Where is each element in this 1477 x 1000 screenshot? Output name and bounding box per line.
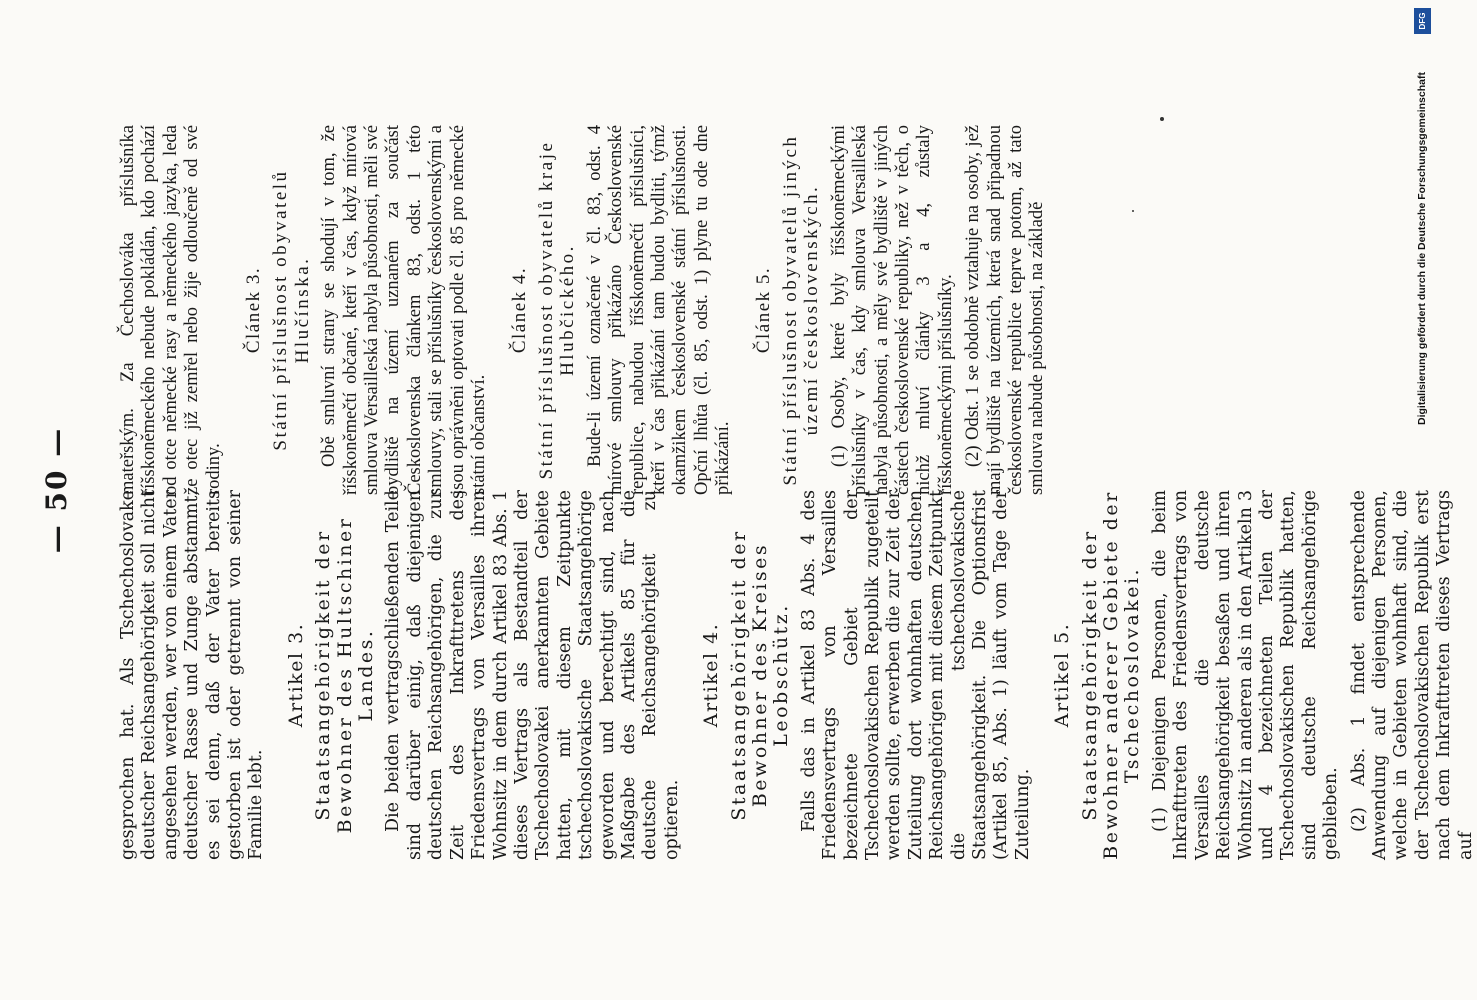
- german-article-5-paragraph-2: (2) Abs. 1 findet entsprechende Anwendung auf diejenigen Personen, welche in Gebieten wohnhaft sind, die der Tschechoslovakischen Republik erst nach dem Inkrafttreten dieses Vertrags auf: [1348, 490, 1476, 860]
- german-article-3-text: Die beiden vertragschließenden Teile sind darüber einig, daß diejenigen deutschen Reichsangehörigen, die zur Zeit des Inkrafttretens des Friedensvertrags von Versailles ihren Wohnsitz in dem durch Artikel 83 Abs. 1 dieses Vertrags als Bestandteil der Tschechoslovakei anerkannten Gebiete hatten, mit diesem Zeitpunkte tschechoslovakische Staatsangehörige geworden und berechtigt sind, nach Maßgabe des Artikels 85 für die deutsche Reichsangehörigkeit zu optieren.: [383, 490, 682, 860]
- german-article-4-heading: Artikel 4.: [700, 622, 723, 728]
- german-column: [118, 490, 1477, 860]
- czech-article-5-paragraph-2: (2) Odst. 1 se obdobně vztahuje na osoby, jež mají bydliště na územích, která snad připadnou československé republice teprve potom, až tato smlouva nabude působnosti, na základě: [963, 125, 1048, 495]
- german-article-5-paragraph-1: (1) Diejenigen Personen, die beim Inkrafttreten des Friedensvertrags von Versailles die deutsche Reichsangehörigkeit besaßen und ihren Wohnsitz in anderen als in den Artikeln 3 und 4 bezeichneten Teilen der Tschechoslovakischen Republik hatten, sind deutsche Reichsangehörige geblieben.: [1149, 490, 1342, 860]
- czech-article-4-heading: Článek 4.: [508, 266, 530, 354]
- german-article-5-heading: Artikel 5.: [1051, 622, 1074, 728]
- czech-article-5-paragraph-1: (1) Osoby, které byly říšskoněmeckými příslušníky v čas, kdy smlouva Versailleská nabyla působnosti, a měly své bydliště v jiných částech československé republiky, než v těch, o nichž mluví články 3 a 4, zůstaly říšskoněmeckými příslušníky.: [828, 125, 956, 495]
- czech-article-3-text: Obě smluvní strany se shodují v tom, že říšskoněmečtí občané, kteří v čas, když mírová smlouva Versailleská nabyla působnosti, měli své bydliště na území uznaném za součást Československa článkem 83, odst. 1 této smlouvy, stali se příslušníky československými a jsou oprávněni optovati podle čl. 85 pro německé státní občanství.: [319, 125, 490, 495]
- czech-article-5-title: Státní příslušnost obyvatelů jiných území československých.: [779, 134, 823, 486]
- dfg-logo-text: DFG: [1418, 12, 1427, 30]
- scan-speck: [1132, 210, 1134, 212]
- czech-article-5-heading: Článek 5.: [752, 266, 774, 354]
- german-article-3-title: Staatsangehörigkeit der Bewohner des Hultschiner Landes.: [312, 516, 378, 834]
- german-article-4-title: Staatsangehörigkeit der Bewohner des Kreises Leobschütz.: [727, 529, 793, 821]
- czech-article-3-title: Státní příslušnost obyvatelů Hlučínska.: [270, 169, 313, 451]
- german-article-5-title: Staatsangehörigkeit der Bewohner anderer Gebiete der Tschechoslovakei.: [1078, 490, 1144, 860]
- digitization-stamp-text: Digitalisierung gefördert durch die Deutsche Forschungsgemeinschaft: [1416, 72, 1428, 425]
- dfg-logo-badge: [1414, 8, 1431, 34]
- scan-speck: [1160, 117, 1164, 121]
- czech-article-4-text: Bude-li území označené v čl. 83, odst. 4 mírové smlouvy přikázáno Československé republice, nabudou říšskoněmečtí příslušníci, kteří v čas přikázání tam budou bydliti, týmž okamžikem československé státní příslušnosti. Opční lhůta (čl. 85, odst. 1) plyne tu ode dne přikázání.: [584, 125, 734, 495]
- german-article-3-heading: Artikel 3.: [284, 622, 307, 728]
- page-number: — 50 —: [40, 426, 73, 554]
- german-intro-text: gesprochen hat. Als Tschechoslovake deutscher Reichsangehörigkeit soll nicht angesehen werden, wer von einem Vater deutscher Rasse und Zunge abstammt, es sei denn, daß der Vater bereits gestorben ist oder getrennt von seiner Familie lebt.: [118, 490, 267, 860]
- digitization-stamp: [1412, 40, 1432, 425]
- czech-intro-text: mateřským. Za Čechoslováka příslušníka říšskoněmeckého nebude pokládán, kdo pochází od otce německé rasy a německého jazyka, leda že otec již zemřel nebo žije odloučeně od své rodiny.: [118, 125, 224, 495]
- czech-article-4-title: Státní příslušnost obyvatelů kraje Hlubčického.: [535, 140, 579, 480]
- czech-article-3-heading: Článek 3.: [243, 266, 265, 354]
- german-article-4-text: Falls das in Artikel 83 Abs. 4 des Friedensvertrags von Versailles bezeichnete Gebiet der Tschechoslovakischen Republik zugeteilt werden sollte, erwerben die zur Zeit der Zuteilung dort wohnhaften deutschen Reichsangehörigen mit diesem Zeitpunkt die tschechoslovakische Staatsangehörigkeit. Die Optionsfrist (Artikel 85, Abs. 1) läuft vom Tage der Zuteilung.: [798, 490, 1033, 860]
- czech-column: [118, 125, 1049, 495]
